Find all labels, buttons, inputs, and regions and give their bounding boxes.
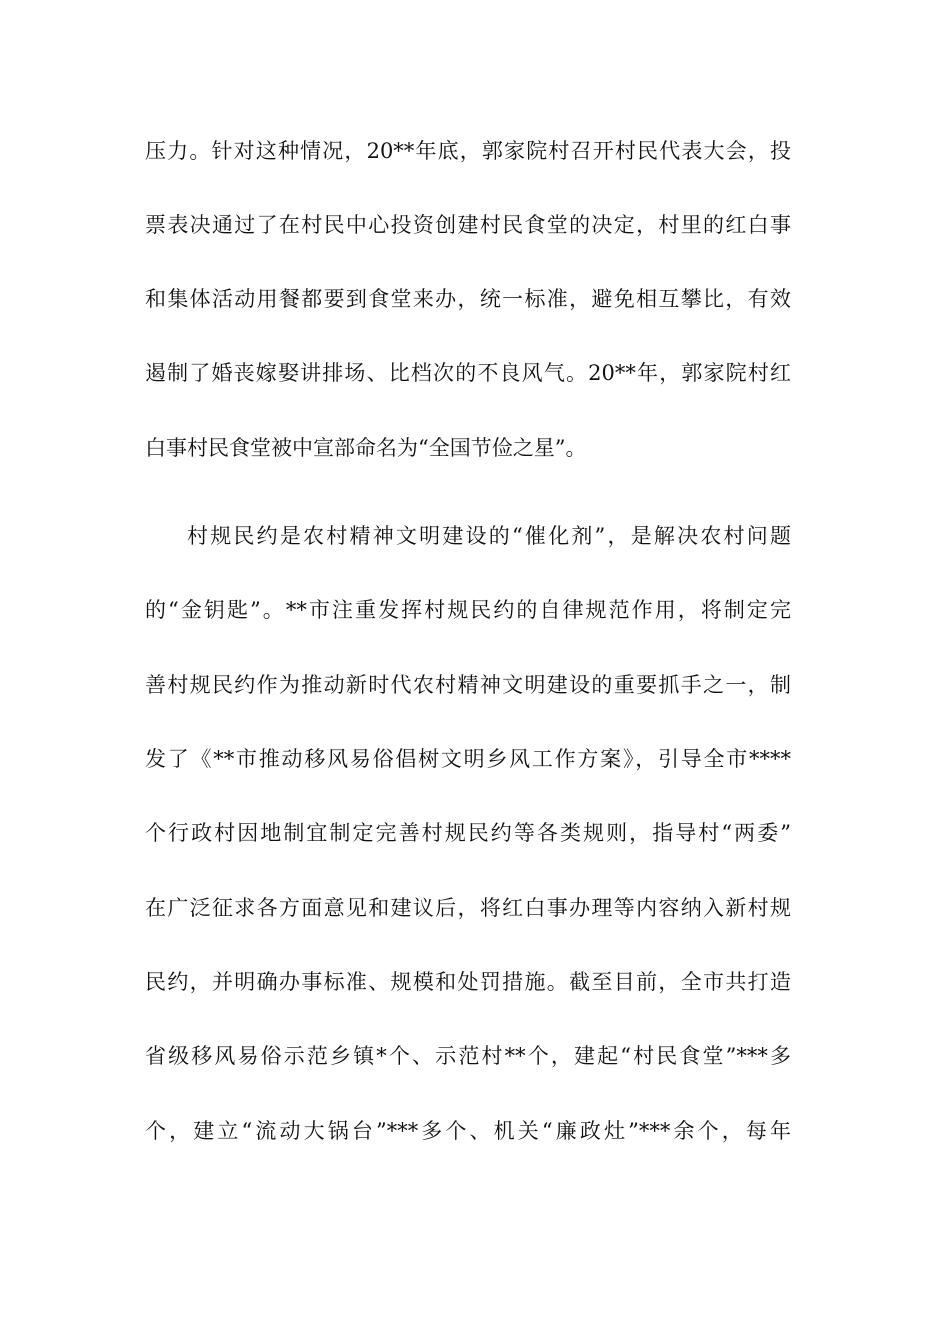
paragraph-2-line-5: 个行政村因地制宜制定完善村规民约等各类规则，指导村“两委”	[145, 821, 791, 845]
paragraph-2-line-3: 善村规民约作为推动新时代农村精神文明建设的重要抓手之一，制	[145, 673, 791, 697]
paragraph-1-line-5: 白事村民食堂被中宣部命名为“全国节俭之星”。	[145, 436, 587, 460]
paragraph-1-line-4: 遏制了婚丧嫁娶讲排场、比档次的不良风气。20**年，郭家院村红	[145, 361, 791, 385]
paragraph-2-line-2: 的“金钥匙”。**市注重发挥村规民约的自律规范作用，将制定完	[145, 598, 791, 622]
paragraph-1-line-1: 压力。针对这种情况，20**年底，郭家院村召开村民代表大会，投	[145, 139, 791, 163]
paragraph-2-line-9: 个，建立“流动大锅台”***多个、机关“廉政灶”***余个，每年	[145, 1119, 791, 1143]
paragraph-2-line-6: 在广泛征求各方面意见和建议后，将红白事办理等内容纳入新村规	[145, 896, 791, 920]
paragraph-2-line-7: 民约，并明确办事标准、规模和处罚措施。截至目前，全市共打造	[145, 970, 791, 994]
paragraph-2-line-4: 发了《**市推动移风易俗倡树文明乡风工作方案》，引导全市****	[145, 747, 791, 771]
paragraph-2-line-8: 省级移风易俗示范乡镇*个、示范村**个，建起“村民食堂”***多	[145, 1044, 791, 1068]
paragraph-1-line-3: 和集体活动用餐都要到食堂来办，统一标准，避免相互攀比，有效	[145, 287, 791, 311]
paragraph-1-line-2: 票表决通过了在村民中心投资创建村民食堂的决定，村里的红白事	[145, 213, 791, 237]
paragraph-2-line-1: 村规民约是农村精神文明建设的“催化剂”，是解决农村问题	[187, 524, 791, 548]
